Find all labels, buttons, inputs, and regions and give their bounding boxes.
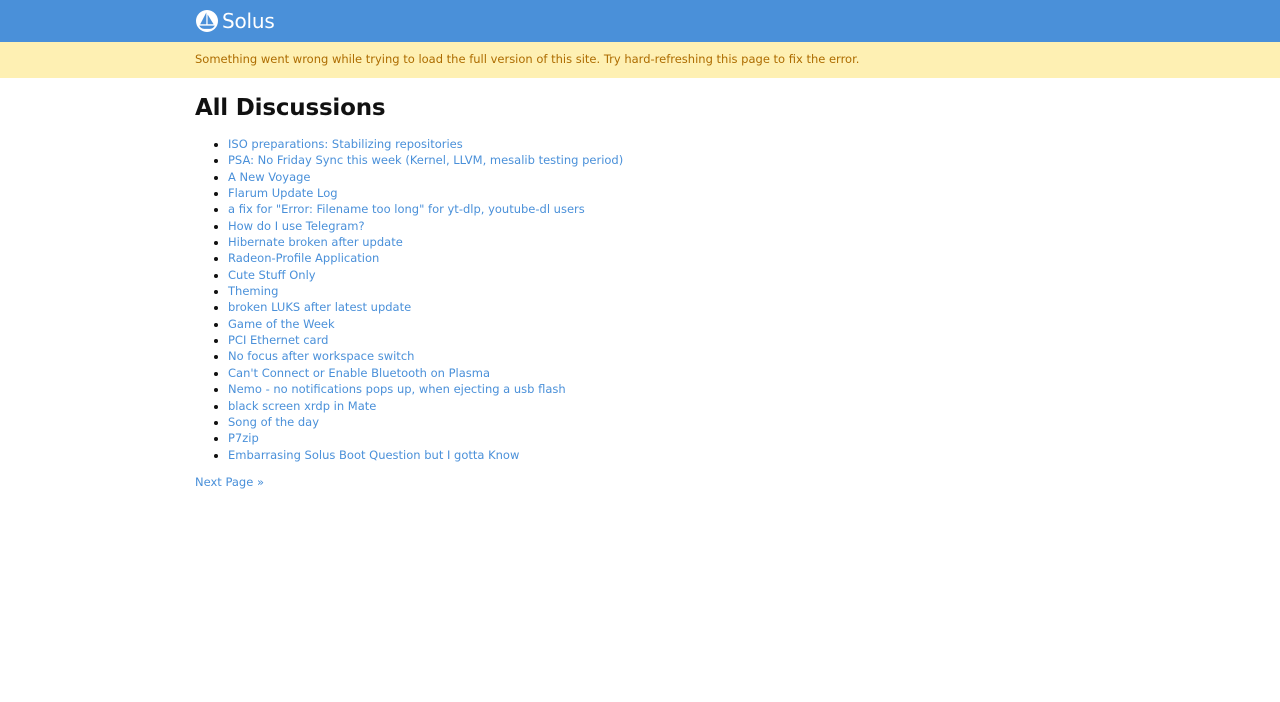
discussion-link[interactable]: black screen xrdp in Mate: [228, 398, 377, 413]
discussion-link[interactable]: P7zip: [228, 431, 259, 446]
discussion-link[interactable]: Can't Connect or Enable Bluetooth on Plasma: [228, 365, 491, 380]
discussion-link[interactable]: a fix for "Error: Filename too long" for yt-dlp, youtube-dl users: [228, 202, 585, 217]
discussion-list-item: [228, 316, 1095, 332]
discussion-link[interactable]: Radeon-Profile Application: [228, 251, 380, 266]
discussion-list-item: [228, 234, 1095, 250]
discussion-list-item: [228, 348, 1095, 364]
main-content: [195, 92, 1095, 490]
discussion-list-item: [228, 414, 1095, 430]
discussion-link[interactable]: broken LUKS after latest update: [228, 300, 412, 315]
discussion-link[interactable]: PCI Ethernet card: [228, 333, 329, 348]
discussion-list-item: [228, 365, 1095, 381]
brand-name: Solus: [222, 9, 275, 33]
discussion-list: [195, 136, 1095, 463]
discussion-list-item: [228, 283, 1095, 299]
discussion-link[interactable]: PSA: No Friday Sync this week (Kernel, LLVM, mesalib testing period): [228, 153, 624, 168]
discussion-link[interactable]: Flarum Update Log: [228, 186, 338, 201]
discussion-link[interactable]: A New Voyage: [228, 169, 311, 184]
discussion-list-item: [228, 136, 1095, 152]
discussion-list-item: [228, 169, 1095, 185]
discussion-list-item: [228, 299, 1095, 315]
page-title: All Discussions: [195, 95, 386, 121]
discussion-link[interactable]: Cute Stuff Only: [228, 267, 316, 282]
next-page-link[interactable]: Next Page »: [195, 474, 264, 489]
discussion-link[interactable]: Embarrasing Solus Boot Question but I gotta Know: [228, 447, 520, 462]
discussion-link[interactable]: Hibernate broken after update: [228, 235, 403, 250]
discussion-list-item: [228, 250, 1095, 266]
discussion-link[interactable]: Theming: [228, 284, 279, 299]
discussion-link[interactable]: No focus after workspace switch: [228, 349, 415, 364]
discussion-list-item: [228, 201, 1095, 217]
discussion-list-item: [228, 381, 1095, 397]
discussion-list-item: [228, 430, 1095, 446]
discussion-list-item: [228, 332, 1095, 348]
solus-sailboat-icon: [195, 9, 219, 33]
discussion-link[interactable]: How do I use Telegram?: [228, 218, 365, 233]
discussion-link[interactable]: ISO preparations: Stabilizing repositories: [228, 137, 463, 151]
discussion-link[interactable]: Game of the Week: [228, 316, 335, 331]
discussion-list-item: [228, 398, 1095, 414]
alert-message: Something went wrong while trying to load the full version of this site. Try hard-refreshing this page to fix the error.: [195, 52, 860, 66]
site-header: [0, 0, 1280, 42]
discussion-link[interactable]: Nemo - no notifications pops up, when ejecting a usb flash: [228, 382, 566, 397]
discussion-list-item: [228, 152, 1095, 168]
discussion-list-item: [228, 218, 1095, 234]
error-alert: [0, 42, 1280, 78]
home-logo-link[interactable]: [195, 8, 275, 34]
discussion-list-item: [228, 267, 1095, 283]
discussion-list-item: [228, 447, 1095, 463]
discussion-list-item: [228, 185, 1095, 201]
discussion-link[interactable]: Song of the day: [228, 414, 320, 429]
